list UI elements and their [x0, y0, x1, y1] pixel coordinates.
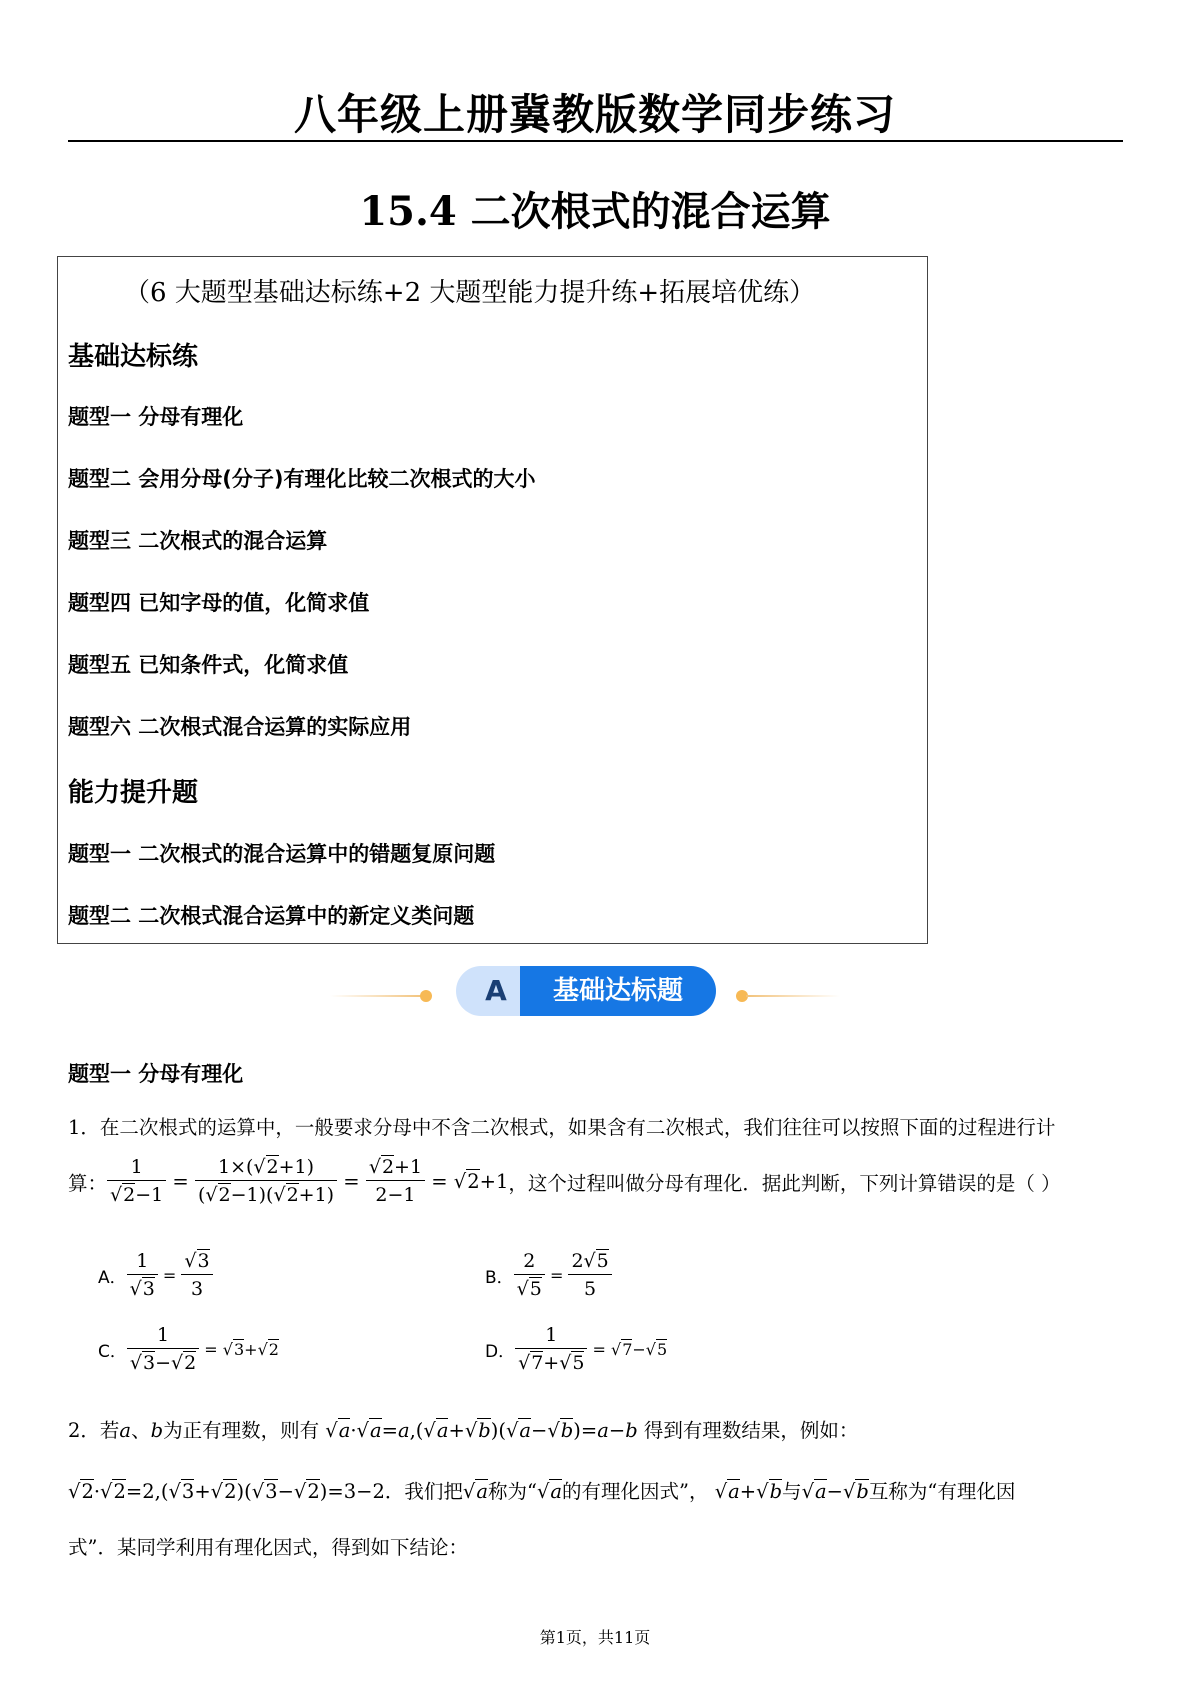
q1-fraction-2: $\frac{1\times(√2+1)}{(√2-1)(√2+1)}$: [195, 1154, 337, 1209]
toc-advanced-item-1: 题型一 二次根式的混合运算中的错题复原问题: [68, 842, 496, 866]
toc-basic-item-1: 题型一 分母有理化: [68, 405, 244, 429]
banner-dot-left: [420, 990, 432, 1002]
banner-line-right: [746, 995, 840, 997]
toc-basic-item-2: 题型二 会用分母(分子)有理化比较二次根式的大小: [68, 467, 536, 491]
toc-basic-item-5: 题型五 已知条件式，化简求值: [68, 653, 349, 677]
q2-line1: 2．若a、b为正有理数，则有 √a·√a=a,(√a+√b)(√a−√b)=a−b 得到有理数结果，例如：: [68, 1419, 859, 1442]
toc-basic-heading: 基础达标练: [68, 342, 199, 372]
q1-option-d[interactable]: D． $\frac{1}{√7+√5}$ = √7−√5: [485, 1324, 668, 1374]
q1-option-c[interactable]: C． $\frac{1}{√3-√2}$ = √3+√2: [98, 1324, 279, 1374]
option-b-label: B．: [485, 1268, 514, 1288]
toc-advanced-heading: 能力提升题: [68, 778, 199, 808]
toc-basic-item-4: 题型四 已知字母的值，化简求值: [68, 591, 370, 615]
toc-intro: （6 大题型基础达标练+2 大题型能力提升练+拓展培优练）: [124, 278, 816, 308]
option-d-label: D．: [485, 1342, 516, 1362]
banner-line-left: [330, 995, 424, 997]
title-divider: [68, 140, 1123, 142]
toc-basic-item-6: 题型六 二次根式混合运算的实际应用: [68, 715, 412, 739]
section-heading: 题型一 分母有理化: [68, 1062, 244, 1086]
q1-option-b[interactable]: B． $\frac{2}{√5}$ = $\frac{2√5}{5}$: [485, 1248, 612, 1303]
q1-line1: 1．在二次根式的运算中，一般要求分母中不含二次根式，如果含有二次根式，我们往往可以按照下面的过程进行计: [68, 1116, 1056, 1139]
page-number: 第1页，共11页: [539, 1628, 651, 1647]
lesson-title: 15.4 二次根式的混合运算: [359, 188, 831, 235]
q1-option-a[interactable]: A． $\frac{1}{√3}$ = $\frac{√3}{3}$: [98, 1248, 213, 1303]
option-c-label: C．: [98, 1342, 127, 1362]
q2-line2: √2·√2=2,(√3+√2)(√3−√2)=3−2．我们把√a称为“√a的有理化因式”， √a+√b与√a−√b互称为“有理化因: [68, 1480, 1016, 1503]
q1-fraction-3: $\frac{√2+1}{2-1}$: [366, 1154, 425, 1209]
q2-line3: 式”．某同学利用有理化因式，得到如下结论：: [68, 1536, 468, 1559]
main-title: 八年级上册冀教版数学同步练习: [293, 90, 896, 139]
q1-prefix: 算：: [68, 1171, 108, 1195]
q1-formula-line: 算： $\frac{1}{√2-1}$ = $\frac{1\times(√2+1)}{(√2-1)(√2+1)}$ = $\frac{√2+1}{2-1}$ = √2+1 ，这个过程叫做分母有理化．据此判断，下列计算错误的是（ ）: [68, 1154, 1061, 1209]
q1-suffix: ，这个过程叫做分母有理化．据此判断，下列计算错误的是（ ）: [508, 1171, 1061, 1195]
toc-basic-item-3: 题型三 二次根式的混合运算: [68, 529, 328, 553]
option-a-label: A．: [98, 1268, 127, 1288]
q1-fraction-1: $\frac{1}{√2-1}$: [107, 1154, 166, 1209]
banner-label: 基础达标题: [520, 966, 716, 1016]
banner-letter-badge: A: [456, 966, 536, 1016]
toc-advanced-item-2: 题型二 二次根式混合运算中的新定义类问题: [68, 904, 475, 928]
